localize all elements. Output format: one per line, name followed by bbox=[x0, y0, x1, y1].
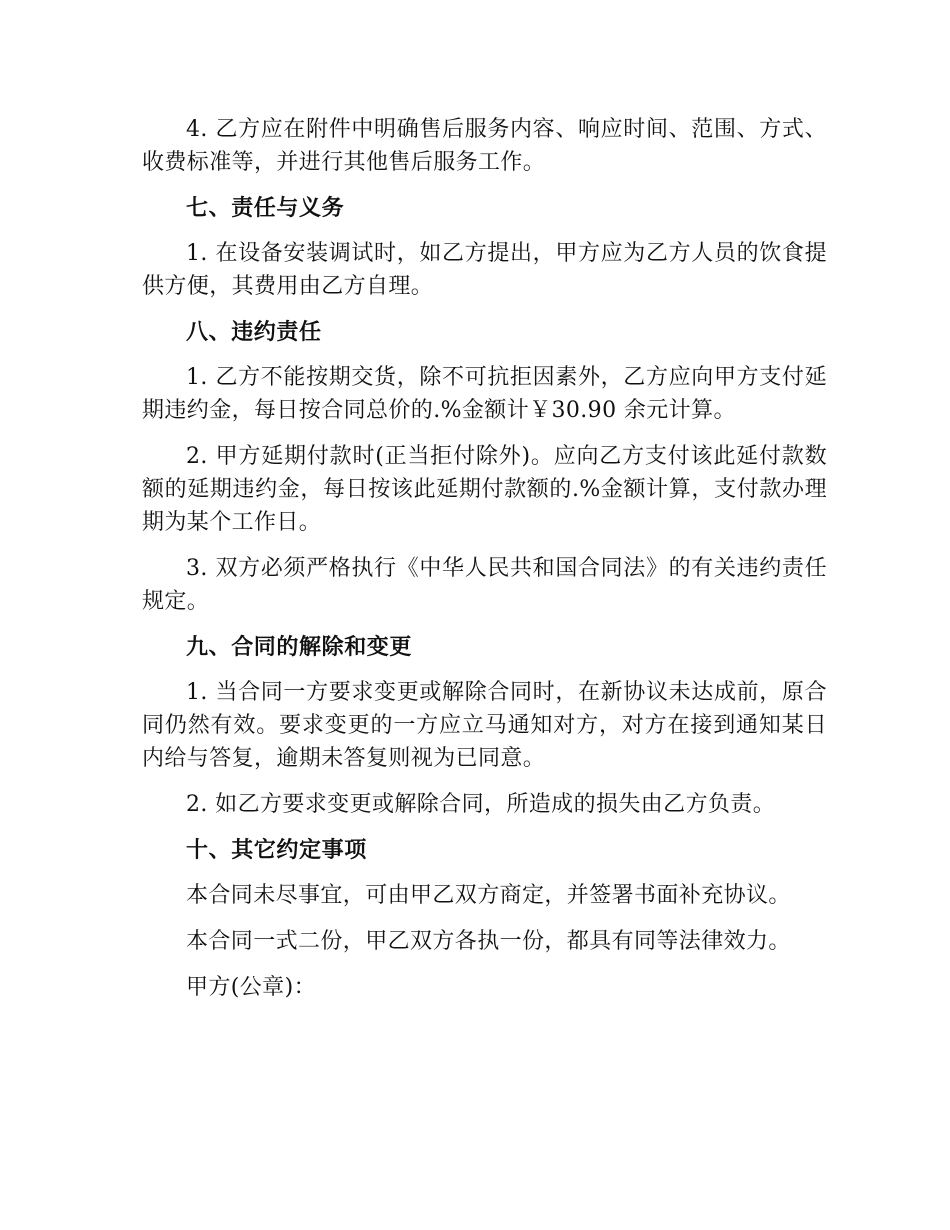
party-a-seal-label: 甲方(公章)： bbox=[186, 975, 316, 1000]
clause-10-2: 本合同一式二份，甲乙双方各执一份，都具有同等法律效力。 bbox=[186, 929, 791, 954]
section-9-heading: 九、合同的解除和变更 bbox=[186, 635, 413, 660]
clause-8-1: 1. 乙方不能按期交货，除不可抗拒因素外，乙方应向甲方支付延期违约金，每日按合同总价的.%金额计￥30.90 余元计算。 bbox=[142, 365, 827, 423]
clause-9-1: 1. 当合同一方要求变更或解除合同时，在新协议未达成前，原合同仍然有效。要求变更的一方应立马通知对方，对方在接到通知某日内给与答复，逾期未答复则视为已同意。 bbox=[142, 680, 827, 771]
document-body bbox=[142, 113, 827, 1017]
clause-9-2: 2. 如乙方要求变更或解除合同，所造成的损失由乙方负责。 bbox=[186, 792, 776, 817]
clause-6-4: 4. 乙方应在附件中明确售后服务内容、响应时间、范围、方式、收费标准等，并进行其他售后服务工作。 bbox=[142, 117, 827, 175]
clause-8-3: 3. 双方必须严格执行《中华人民共和国合同法》的有关违约责任规定。 bbox=[142, 556, 827, 614]
clause-10-1: 本合同未尽事宜，可由甲乙双方商定，并签署书面补充协议。 bbox=[186, 883, 791, 908]
clause-7-1: 1. 在设备安装调试时，如乙方提出，甲方应为乙方人员的饮食提供方便，其费用由乙方自理。 bbox=[142, 241, 827, 299]
section-7-heading: 七、责任与义务 bbox=[186, 196, 345, 221]
clause-8-2: 2. 甲方延期付款时(正当拒付除外)。应向乙方支付该此延付款数额的延期违约金，每日按该此延期付款额的.%金额计算，支付款办理期为某个工作日。 bbox=[142, 444, 827, 535]
section-8-heading: 八、违约责任 bbox=[186, 320, 322, 345]
section-10-heading: 十、其它约定事项 bbox=[186, 838, 367, 863]
